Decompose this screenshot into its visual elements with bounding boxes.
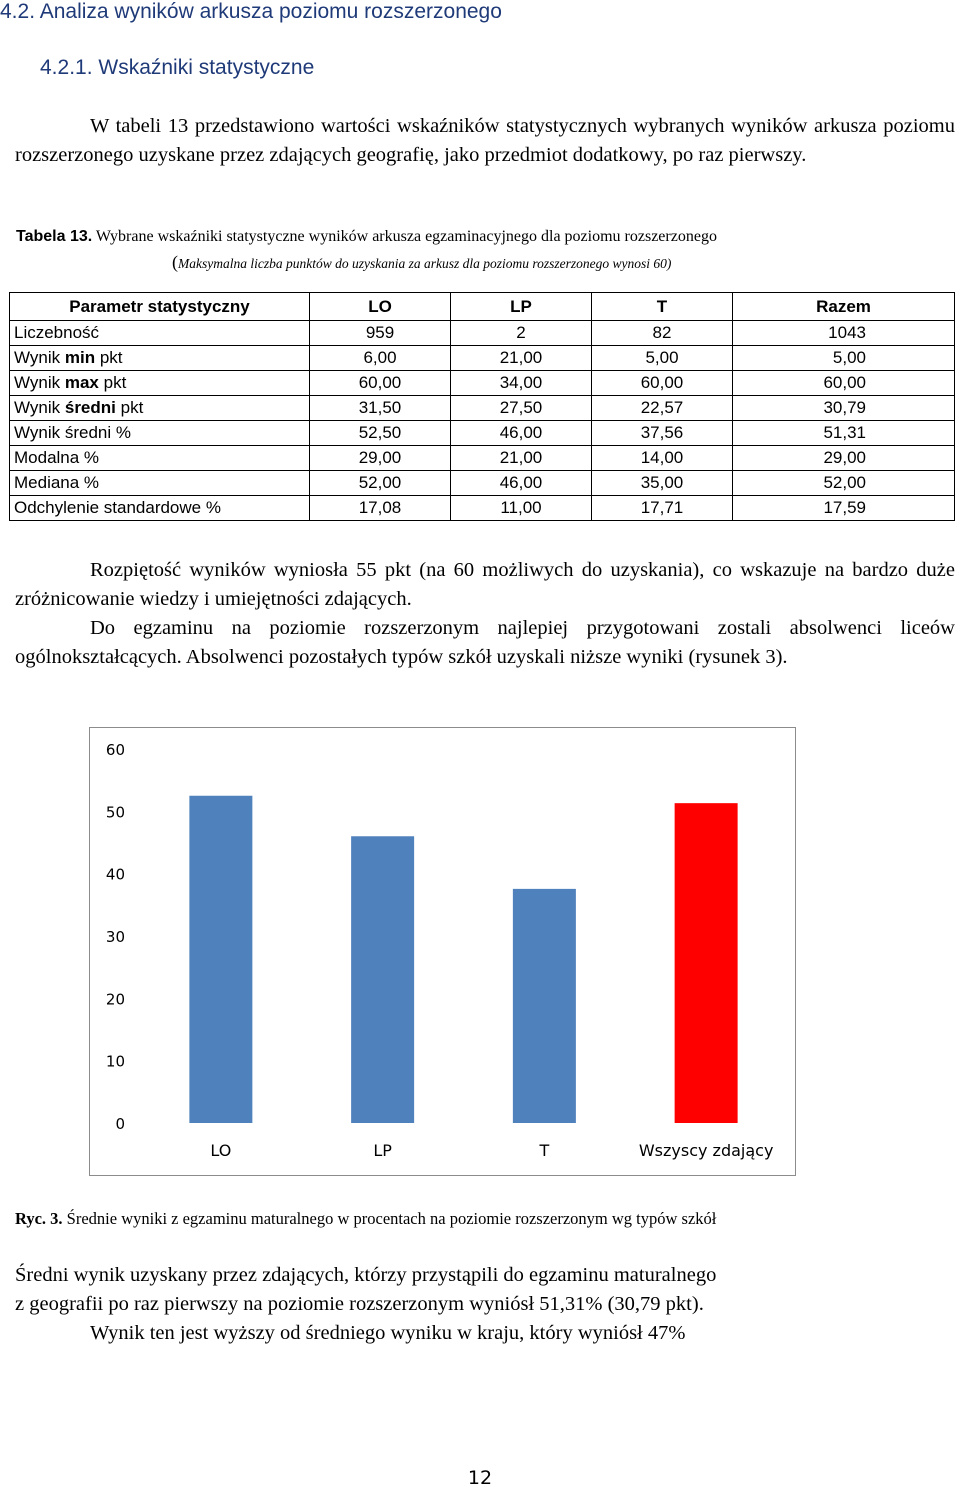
header-total: Razem: [733, 293, 955, 321]
y-tick-label: 30: [105, 928, 125, 946]
table-caption: [16, 228, 717, 246]
table-cell: 6,00: [310, 346, 451, 371]
x-category-label: T: [539, 1141, 550, 1160]
figure-caption: [15, 1209, 716, 1229]
closing-paragraph: [15, 1261, 955, 1348]
row-label-text: Wynik: [14, 373, 65, 392]
table-cell: 82: [592, 321, 733, 346]
bar-lo: [189, 796, 252, 1123]
table-caption-label: Tabela 13.: [16, 228, 93, 245]
school-types-paragraph: Do egzaminu na poziomie rozszerzonym najlepiej przygotowani zostali absolwenci liceów ogólnokształcących. Absolwenci pozostałych typów szkół uzyskali niższe wyniki (rysunek 3).: [15, 617, 955, 668]
row-label-suffix: pkt: [95, 348, 123, 367]
subsection-heading: 4.2.1. Wskaźniki statystyczne: [40, 56, 315, 79]
header-parameter: Parametr statystyczny: [10, 293, 310, 321]
table-cell: 959: [310, 321, 451, 346]
row-label-emphasis: min: [64, 348, 96, 367]
header-lp: LP: [451, 293, 592, 321]
y-tick-label: 40: [105, 865, 125, 884]
row-label: [10, 471, 310, 496]
table-row: [10, 396, 955, 421]
table-cell: 17,71: [592, 496, 733, 521]
y-tick-label: 50: [105, 803, 125, 822]
results-bar-chart: [89, 727, 796, 1176]
row-label-text: Odchylenie standardowe %: [14, 498, 221, 517]
table-cell: 2: [451, 321, 592, 346]
table-cell: 51,31: [733, 421, 955, 446]
table-cell: 22,57: [592, 396, 733, 421]
table-row: [10, 371, 955, 396]
y-tick-label: 0: [115, 1115, 125, 1133]
table-caption-text: Wybrane wskaźniki statystyczne wyników arkusza egzaminacyjnego dla poziomu rozszerzonego: [95, 228, 717, 245]
table-caption-note-paren: (: [172, 252, 178, 272]
table-cell: 17,08: [310, 496, 451, 521]
x-category-label: LO: [210, 1141, 232, 1160]
row-label-suffix: pkt: [98, 373, 127, 392]
x-category-label: LP: [373, 1141, 392, 1160]
table-cell: 60,00: [733, 371, 955, 396]
row-label-suffix: pkt: [115, 398, 144, 417]
bar-lp: [351, 836, 414, 1123]
y-tick-label: 10: [105, 1052, 125, 1071]
table-caption-note-text: Maksymalna liczba punktów do uzyskania za arkusz dla poziomu rozszerzonego wynosi 60): [178, 256, 672, 271]
statistics-table: [9, 292, 955, 521]
table-row: [10, 446, 955, 471]
table-cell: 46,00: [451, 421, 592, 446]
row-label-text: Modalna %: [14, 448, 100, 467]
table-cell: 35,00: [592, 471, 733, 496]
table-row: [10, 321, 955, 346]
y-tick-label: 20: [105, 990, 125, 1009]
analysis-text: [15, 556, 955, 672]
row-label: [10, 321, 310, 346]
page-number: 12: [467, 1467, 493, 1489]
closing-line-1: Średni wynik uzyskany przez zdających, którzy przystąpili do egzaminu maturalnego: [15, 1264, 717, 1286]
table-cell: 30,79: [733, 396, 955, 421]
table-row: [10, 346, 955, 371]
row-label: [10, 446, 310, 471]
row-label: [10, 396, 310, 421]
bar-t: [513, 889, 576, 1123]
table-cell: 37,56: [592, 421, 733, 446]
row-label: [10, 346, 310, 371]
header-t: T: [592, 293, 733, 321]
table-cell: 60,00: [592, 371, 733, 396]
table-cell: 52,50: [310, 421, 451, 446]
table-cell: 17,59: [733, 496, 955, 521]
section-heading: 4.2. Analiza wyników arkusza poziomu rozszerzonego: [0, 0, 502, 23]
table-row: [10, 421, 955, 446]
range-paragraph: Rozpiętość wyników wyniosła 55 pkt (na 60 możliwych do uzyskania), co wskazuje na bardzo duże zróżnicowanie wiedzy i umiejętności zdających.: [15, 559, 955, 610]
row-label-text: Mediana %: [14, 473, 100, 492]
row-label-text: Wynik: [14, 348, 65, 367]
table-cell: 34,00: [451, 371, 592, 396]
table-cell: 29,00: [733, 446, 955, 471]
table-cell: 5,00: [592, 346, 733, 371]
table-cell: 52,00: [310, 471, 451, 496]
intro-paragraph: W tabeli 13 przedstawiono wartości wskaźników statystycznych wybranych wyników arkusza poziomu rozszerzonego uzyskane przez zdających geografię, jako przedmiot dodatkowy, po raz pierwszy.: [15, 115, 955, 166]
table-cell: 29,00: [310, 446, 451, 471]
table-cell: 60,00: [310, 371, 451, 396]
figure-caption-text: Średnie wyniki z egzaminu maturalnego w procentach na poziomie rozszerzonym wg typów szkół: [66, 1209, 717, 1228]
row-label-text: Liczebność: [14, 323, 100, 342]
table-row: [10, 471, 955, 496]
row-label: [10, 371, 310, 396]
bar-wszyscy-zdający: [675, 803, 738, 1123]
table-cell: 21,00: [451, 346, 592, 371]
table-cell: 46,00: [451, 471, 592, 496]
row-label-text: Wynik średni %: [14, 423, 131, 442]
table-row: [10, 496, 955, 521]
figure-caption-label: Ryc. 3.: [15, 1209, 63, 1228]
table-cell: 14,00: [592, 446, 733, 471]
table-cell: 21,00: [451, 446, 592, 471]
table-cell: 27,50: [451, 396, 592, 421]
row-label-emphasis: średni: [64, 398, 116, 417]
row-label-emphasis: max: [64, 373, 99, 392]
table-cell: 1043: [733, 321, 955, 346]
table-cell: 31,50: [310, 396, 451, 421]
table-cell: 52,00: [733, 471, 955, 496]
table-caption-note: [172, 252, 671, 273]
closing-line-2: z geografii po raz pierwszy na poziomie rozszerzonym wyniósł 51,31% (30,79 pkt).: [15, 1293, 704, 1315]
table-header-row: [10, 293, 955, 321]
closing-line-3: Wynik ten jest wyższy od średniego wyniku w kraju, który wyniósł 47%: [90, 1322, 686, 1344]
table-cell: 11,00: [451, 496, 592, 521]
header-lo: LO: [310, 293, 451, 321]
row-label: [10, 421, 310, 446]
row-label: [10, 496, 310, 521]
y-tick-label: 60: [105, 741, 125, 759]
table-cell: 5,00: [733, 346, 955, 371]
row-label-text: Wynik: [14, 398, 65, 417]
x-category-label: Wszyscy zdający: [638, 1141, 774, 1160]
